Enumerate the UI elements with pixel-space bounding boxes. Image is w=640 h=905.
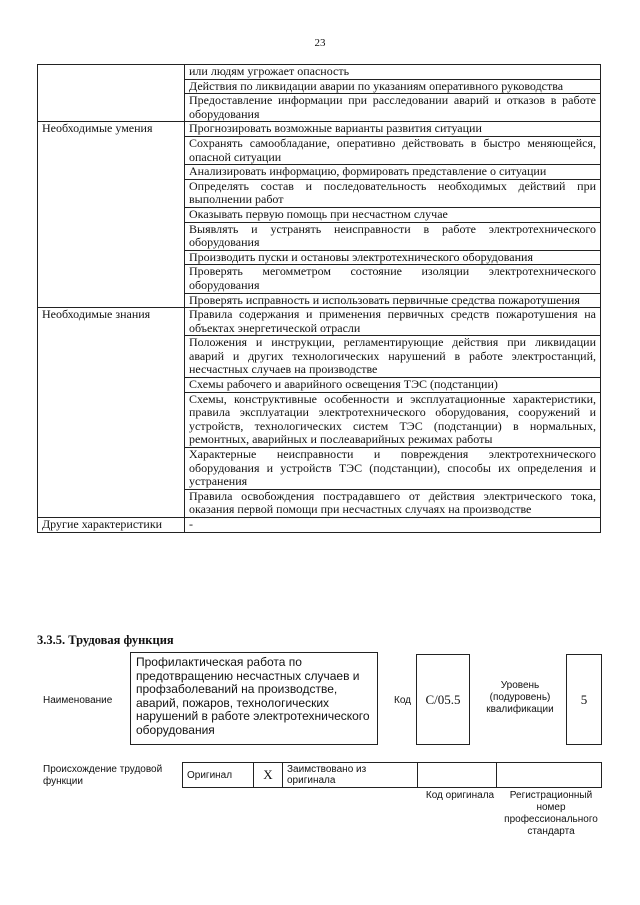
skills-knowledge-table: [37, 64, 601, 533]
section-heading: 3.3.5. Трудовая функция: [37, 633, 174, 647]
table-cell: Анализировать информацию, формировать представление о ситуации: [185, 165, 601, 180]
origin-mark-cell: X: [254, 763, 283, 788]
code-label: Код: [394, 695, 412, 706]
name-label: Наименование: [43, 695, 113, 706]
table-cell: Правила освобождения пострадавшего от действия электрического тока, оказания первой помощи при несчастных случаях на производстве: [185, 489, 601, 517]
table-cell: Положения и инструкции, регламентирующие действия при ликвидации аварий и других технологических нарушений в работе электростанций, несчастных случаев на производстве: [185, 336, 601, 378]
row-label-knowledge: Необходимые знания: [38, 308, 185, 518]
function-name-box: Профилактическая работа по предотвращению несчастных случаев и профзаболеваний на производстве, аварий, пожаров, технологических нарушений в работе электротехнического оборудования: [130, 652, 378, 745]
row-label: [38, 65, 185, 122]
table-row: [38, 308, 601, 336]
level-value-box: 5: [566, 654, 602, 745]
table-row: [38, 122, 601, 137]
table-cell: Проверять мегомметром состояние изоляции электротехнического оборудования: [185, 265, 601, 293]
table-cell: Выявлять и устранять неисправности в работе электротехнического оборудования: [185, 222, 601, 250]
table-cell: или людям угрожает опасность: [185, 65, 601, 80]
origin-table: [182, 762, 602, 788]
table-cell: -: [185, 518, 601, 533]
table-cell: Оказывать первую помощь при несчастном случае: [185, 207, 601, 222]
code-original-cell: [418, 763, 497, 788]
origin-borrowed-cell: Заимствовано из оригинала: [283, 763, 418, 788]
table-cell: Действия по ликвидации аварии по указаниям оперативного руководства: [185, 79, 601, 94]
table-row: [38, 518, 601, 533]
table-row: [38, 65, 601, 80]
table-cell: Прогнозировать возможные варианты развития ситуации: [185, 122, 601, 137]
origin-label: Происхождение трудовой функции: [43, 764, 163, 787]
table-cell: Производить пуски и остановы электротехнического оборудования: [185, 250, 601, 265]
origin-original-cell: Оригинал: [183, 763, 254, 788]
table-cell: Схемы, конструктивные особенности и эксплуатационные характеристики, правила эксплуатации электротехнического оборудования, сооружений и устройств, технологических систем ТЭС (подстанции) в нормальных, ремонтных, аварийных и послеаварийных режимах работы: [185, 392, 601, 447]
row-label-other: Другие характеристики: [38, 518, 185, 533]
reg-number-cell: [497, 763, 602, 788]
table-cell: Сохранять самообладание, оперативно действовать в быстро меняющейся, опасной ситуации: [185, 136, 601, 164]
table-cell: Правила содержания и применения первичных средств пожаротушения на объектах энергетической отрасли: [185, 308, 601, 336]
page-number: 23: [314, 37, 326, 49]
reg-number-label: Регистрационный номер профессионального стандарта: [504, 790, 598, 837]
code-value-box: С/05.5: [416, 654, 470, 745]
table-row: [183, 763, 602, 788]
table-cell: Проверять исправность и использовать первичные средства пожаротушения: [185, 293, 601, 308]
row-label-skills: Необходимые умения: [38, 122, 185, 308]
code-original-label: Код оригинала: [425, 790, 495, 801]
table-cell: Предоставление информации при расследовании аварий и отказов в работе оборудования: [185, 94, 601, 122]
table-cell: Характерные неисправности и повреждения электротехнического оборудования и устройств ТЭС (подстанции), способы их определения и устранения: [185, 448, 601, 490]
table-cell: Определять состав и последовательность необходимых действий при выполнении работ: [185, 179, 601, 207]
table-cell: Схемы рабочего и аварийного освещения ТЭС (подстанции): [185, 378, 601, 393]
level-label: Уровень (подуровень) квалификации: [486, 680, 554, 715]
